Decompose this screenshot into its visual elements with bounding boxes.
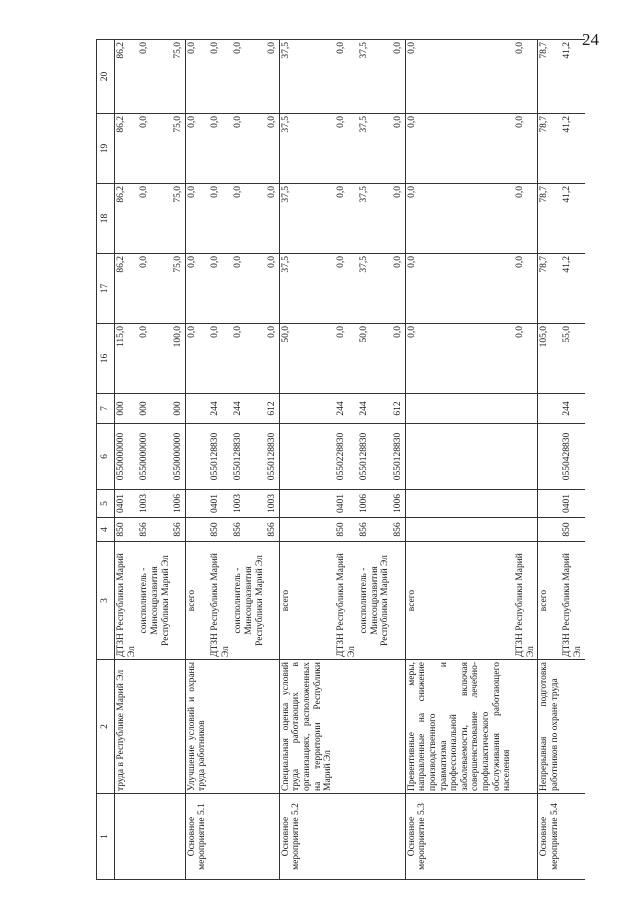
amount-cell: 0,0 [405, 324, 514, 394]
code-cell: 856 [358, 518, 392, 542]
amount-cell: 0,0 [392, 184, 405, 254]
amount-cell: 75,0 [172, 114, 185, 184]
amount-cell: 50,0 [358, 324, 392, 394]
column-header: 7 [97, 394, 115, 424]
description-cell: Специальная оценка условий труда работающих в организациях, расположенных на территории Республики Марий Эл [279, 660, 335, 794]
code-cell: 856 [266, 518, 279, 542]
amount-cell: 0,0 [392, 254, 405, 324]
amount-cell: 37,5 [279, 114, 335, 184]
table-row [358, 40, 392, 880]
executor-cell: ДТЗН Республики Марий Эл [115, 542, 139, 660]
amount-cell: 86,2 [115, 114, 139, 184]
program-code-cell [538, 424, 562, 490]
expense-type-cell: 244 [561, 394, 584, 424]
amount-cell: 78,7 [538, 114, 562, 184]
amount-cell: 0,0 [209, 324, 232, 394]
row-label-cell [514, 794, 538, 880]
section-cell: 0401 [209, 490, 232, 518]
amount-cell: 41,2 [561, 184, 584, 254]
column-header: 19 [97, 114, 115, 184]
expense-type-cell: 612 [266, 394, 279, 424]
amount-cell: 0,0 [232, 114, 266, 184]
amount-cell: 37,5 [358, 184, 392, 254]
executor-cell: ДТЗН Республики Марий Эл [335, 542, 358, 660]
section-cell: 1003 [266, 490, 279, 518]
amount-cell: 0,0 [185, 254, 209, 324]
amount-cell: 0,0 [209, 184, 232, 254]
amount-cell: 55,0 [561, 324, 584, 394]
amount-cell: 0,0 [185, 184, 209, 254]
row-label-cell [392, 794, 405, 880]
program-code-cell: 0550128830 [232, 424, 266, 490]
row-label-cell: Основное мероприятие 5.2 [279, 794, 335, 880]
amount-cell: 0,0 [514, 324, 538, 394]
amount-cell: 41,2 [561, 114, 584, 184]
section-cell [185, 490, 209, 518]
code-cell [279, 518, 335, 542]
column-header: 16 [97, 324, 115, 394]
amount-cell: 0,0 [335, 40, 358, 114]
executor-cell: соисполнитель - Минсоцразвития Республики Марий Эл [138, 542, 172, 660]
amount-cell: 0,0 [405, 40, 514, 114]
executor-cell [392, 542, 405, 660]
code-cell: 850 [335, 518, 358, 542]
section-cell: 1003 [138, 490, 172, 518]
rotated-table-frame [96, 40, 583, 880]
table-row [172, 40, 185, 880]
executor-cell: ДТЗН Республики Марий Эл [561, 542, 584, 660]
section-cell: 0401 [335, 490, 358, 518]
code-cell: 856 [232, 518, 266, 542]
amount-cell: 0,0 [514, 254, 538, 324]
row-label-cell: Основное мероприятие 5.4 [538, 794, 562, 880]
executor-cell: соисполнитель - Минсоцразвития Республики Марий Эл [232, 542, 266, 660]
expense-type-cell: 244 [232, 394, 266, 424]
amount-cell: 0,0 [138, 114, 172, 184]
code-cell: 850 [209, 518, 232, 542]
program-code-cell: 0550128830 [358, 424, 392, 490]
expense-type-cell [185, 394, 209, 424]
expense-type-cell [405, 394, 514, 424]
code-cell [514, 518, 538, 542]
amount-cell: 0,0 [185, 114, 209, 184]
section-cell: 0401 [115, 490, 139, 518]
amount-cell: 0,0 [335, 324, 358, 394]
description-cell: труда в Республике Марий Эл [115, 660, 139, 794]
amount-cell: 86,2 [115, 40, 139, 114]
amount-cell: 0,0 [266, 114, 279, 184]
section-cell [514, 490, 538, 518]
description-cell [335, 660, 358, 794]
description-cell [138, 660, 172, 794]
amount-cell: 86,2 [115, 254, 139, 324]
executor-cell: всего [279, 542, 335, 660]
amount-cell: 0,0 [514, 184, 538, 254]
code-cell: 856 [138, 518, 172, 542]
amount-cell: 0,0 [266, 184, 279, 254]
section-cell: 1003 [232, 490, 266, 518]
program-code-cell: 0550000000 [138, 424, 172, 490]
column-header: 5 [97, 490, 115, 518]
program-code-cell: 0550228830 [335, 424, 358, 490]
program-code-cell: 0550000000 [115, 424, 139, 490]
amount-cell: 0,0 [138, 324, 172, 394]
column-header: 1 [97, 794, 115, 880]
amount-cell: 0,0 [232, 40, 266, 114]
executor-cell: всего [185, 542, 209, 660]
row-label-cell [115, 794, 139, 880]
amount-cell: 37,5 [279, 254, 335, 324]
column-header: 6 [97, 424, 115, 490]
description-cell [561, 660, 584, 794]
expense-type-cell: 244 [358, 394, 392, 424]
amount-cell: 100,0 [172, 324, 185, 394]
code-cell: 856 [172, 518, 185, 542]
executor-cell: ДТЗН Республики Марий Эл [209, 542, 232, 660]
table-row [232, 40, 266, 880]
description-cell [209, 660, 232, 794]
amount-cell: 0,0 [514, 40, 538, 114]
amount-cell: 0,0 [138, 254, 172, 324]
program-code-cell: 0550128830 [266, 424, 279, 490]
amount-cell: 86,2 [115, 184, 139, 254]
program-code-cell: 0550128830 [209, 424, 232, 490]
column-header: 20 [97, 40, 115, 114]
table-row [405, 40, 514, 880]
program-code-cell: 0550000000 [172, 424, 185, 490]
amount-cell: 37,5 [279, 40, 335, 114]
expense-type-cell: 612 [392, 394, 405, 424]
amount-cell: 0,0 [392, 40, 405, 114]
amount-cell: 75,0 [172, 184, 185, 254]
amount-cell: 0,0 [185, 40, 209, 114]
row-label-cell [209, 794, 232, 880]
column-header: 4 [97, 518, 115, 542]
program-code-cell [514, 424, 538, 490]
row-label-cell: Основное мероприятие 5.3 [405, 794, 514, 880]
expense-type-cell: 000 [138, 394, 172, 424]
row-label-cell [138, 794, 172, 880]
amount-cell: 0,0 [392, 324, 405, 394]
code-cell: 850 [115, 518, 139, 542]
amount-cell: 78,7 [538, 40, 562, 114]
amount-cell: 75,0 [172, 40, 185, 114]
amount-cell: 0,0 [138, 184, 172, 254]
table-row [561, 40, 584, 880]
description-cell [172, 660, 185, 794]
section-cell: 0401 [561, 490, 584, 518]
amount-cell: 41,2 [561, 254, 584, 324]
table-row [392, 40, 405, 880]
section-cell: 1006 [358, 490, 392, 518]
executor-cell: ДТЗН Республики Марий Эл [514, 542, 538, 660]
amount-cell: 0,0 [392, 114, 405, 184]
description-cell [266, 660, 279, 794]
row-label-cell [232, 794, 266, 880]
amount-cell: 50,0 [279, 324, 335, 394]
amount-cell: 0,0 [209, 114, 232, 184]
section-cell: 1006 [392, 490, 405, 518]
program-code-cell: 0550128830 [392, 424, 405, 490]
amount-cell: 0,0 [335, 114, 358, 184]
table-row [279, 40, 335, 880]
description-cell: Улучшение условий и охраны труда работников [185, 660, 209, 794]
amount-cell: 37,5 [279, 184, 335, 254]
section-cell [279, 490, 335, 518]
column-header: 3 [97, 542, 115, 660]
program-code-cell [185, 424, 209, 490]
code-cell [405, 518, 514, 542]
expense-type-cell: 000 [172, 394, 185, 424]
row-label-cell [266, 794, 279, 880]
amount-cell: 0,0 [232, 324, 266, 394]
table-row [335, 40, 358, 880]
row-label-cell [335, 794, 358, 880]
column-header: 18 [97, 184, 115, 254]
program-code-cell [405, 424, 514, 490]
table-row [514, 40, 538, 880]
amount-cell: 41,2 [561, 40, 584, 114]
code-cell: 856 [392, 518, 405, 542]
page-number: 24 [582, 30, 599, 49]
amount-cell: 75,0 [172, 254, 185, 324]
table-header-row [97, 40, 115, 880]
program-code-cell: 0550428830 [561, 424, 584, 490]
amount-cell: 0,0 [266, 324, 279, 394]
section-cell: 1006 [172, 490, 185, 518]
executor-cell: всего [405, 542, 514, 660]
executor-cell: всего [538, 542, 562, 660]
amount-cell: 105,0 [538, 324, 562, 394]
expense-type-cell [538, 394, 562, 424]
row-label-cell [358, 794, 392, 880]
section-cell [538, 490, 562, 518]
amount-cell: 115,0 [115, 324, 139, 394]
row-label-cell [561, 794, 584, 880]
amount-cell: 37,5 [358, 254, 392, 324]
row-label-cell [172, 794, 185, 880]
amount-cell: 0,0 [138, 40, 172, 114]
table-row [185, 40, 209, 880]
program-code-cell [279, 424, 335, 490]
description-cell: Непрерывная подготовка работников по охране труда [538, 660, 562, 794]
executor-cell [172, 542, 185, 660]
expense-type-cell: 244 [209, 394, 232, 424]
expense-type-cell: 244 [335, 394, 358, 424]
amount-cell: 0,0 [232, 184, 266, 254]
amount-cell: 0,0 [405, 184, 514, 254]
budget-table [96, 39, 585, 880]
executor-cell: соисполнитель - Минсоцразвития Республики Марий Эл [358, 542, 392, 660]
table-row [138, 40, 172, 880]
expense-type-cell [279, 394, 335, 424]
amount-cell: 78,7 [538, 184, 562, 254]
code-cell [185, 518, 209, 542]
amount-cell: 0,0 [335, 254, 358, 324]
amount-cell: 78,7 [538, 254, 562, 324]
amount-cell: 0,0 [185, 324, 209, 394]
amount-cell: 0,0 [405, 254, 514, 324]
description-cell [358, 660, 392, 794]
amount-cell: 0,0 [266, 254, 279, 324]
amount-cell: 0,0 [266, 40, 279, 114]
amount-cell: 0,0 [209, 254, 232, 324]
amount-cell: 0,0 [335, 184, 358, 254]
amount-cell: 37,5 [358, 114, 392, 184]
description-cell [514, 660, 538, 794]
description-cell [232, 660, 266, 794]
table-container [96, 40, 583, 880]
amount-cell: 0,0 [514, 114, 538, 184]
amount-cell: 0,0 [232, 254, 266, 324]
code-cell [538, 518, 562, 542]
column-header: 17 [97, 254, 115, 324]
row-label-cell: Основное мероприятие 5.1 [185, 794, 209, 880]
table-row [538, 40, 562, 880]
expense-type-cell [514, 394, 538, 424]
expense-type-cell: 000 [115, 394, 139, 424]
description-cell [392, 660, 405, 794]
table-row [115, 40, 139, 880]
table-row [266, 40, 279, 880]
amount-cell: 0,0 [405, 114, 514, 184]
amount-cell: 37,5 [358, 40, 392, 114]
section-cell [405, 490, 514, 518]
table-row [209, 40, 232, 880]
description-cell: Превентивные меры, направленные на снижение производственного травматизма и профессиональной заболеваемости, включая совершенствование лечебно-профилактического обслуживания работающего населения [405, 660, 514, 794]
executor-cell [266, 542, 279, 660]
column-header: 2 [97, 660, 115, 794]
amount-cell: 0,0 [209, 40, 232, 114]
code-cell: 850 [561, 518, 584, 542]
